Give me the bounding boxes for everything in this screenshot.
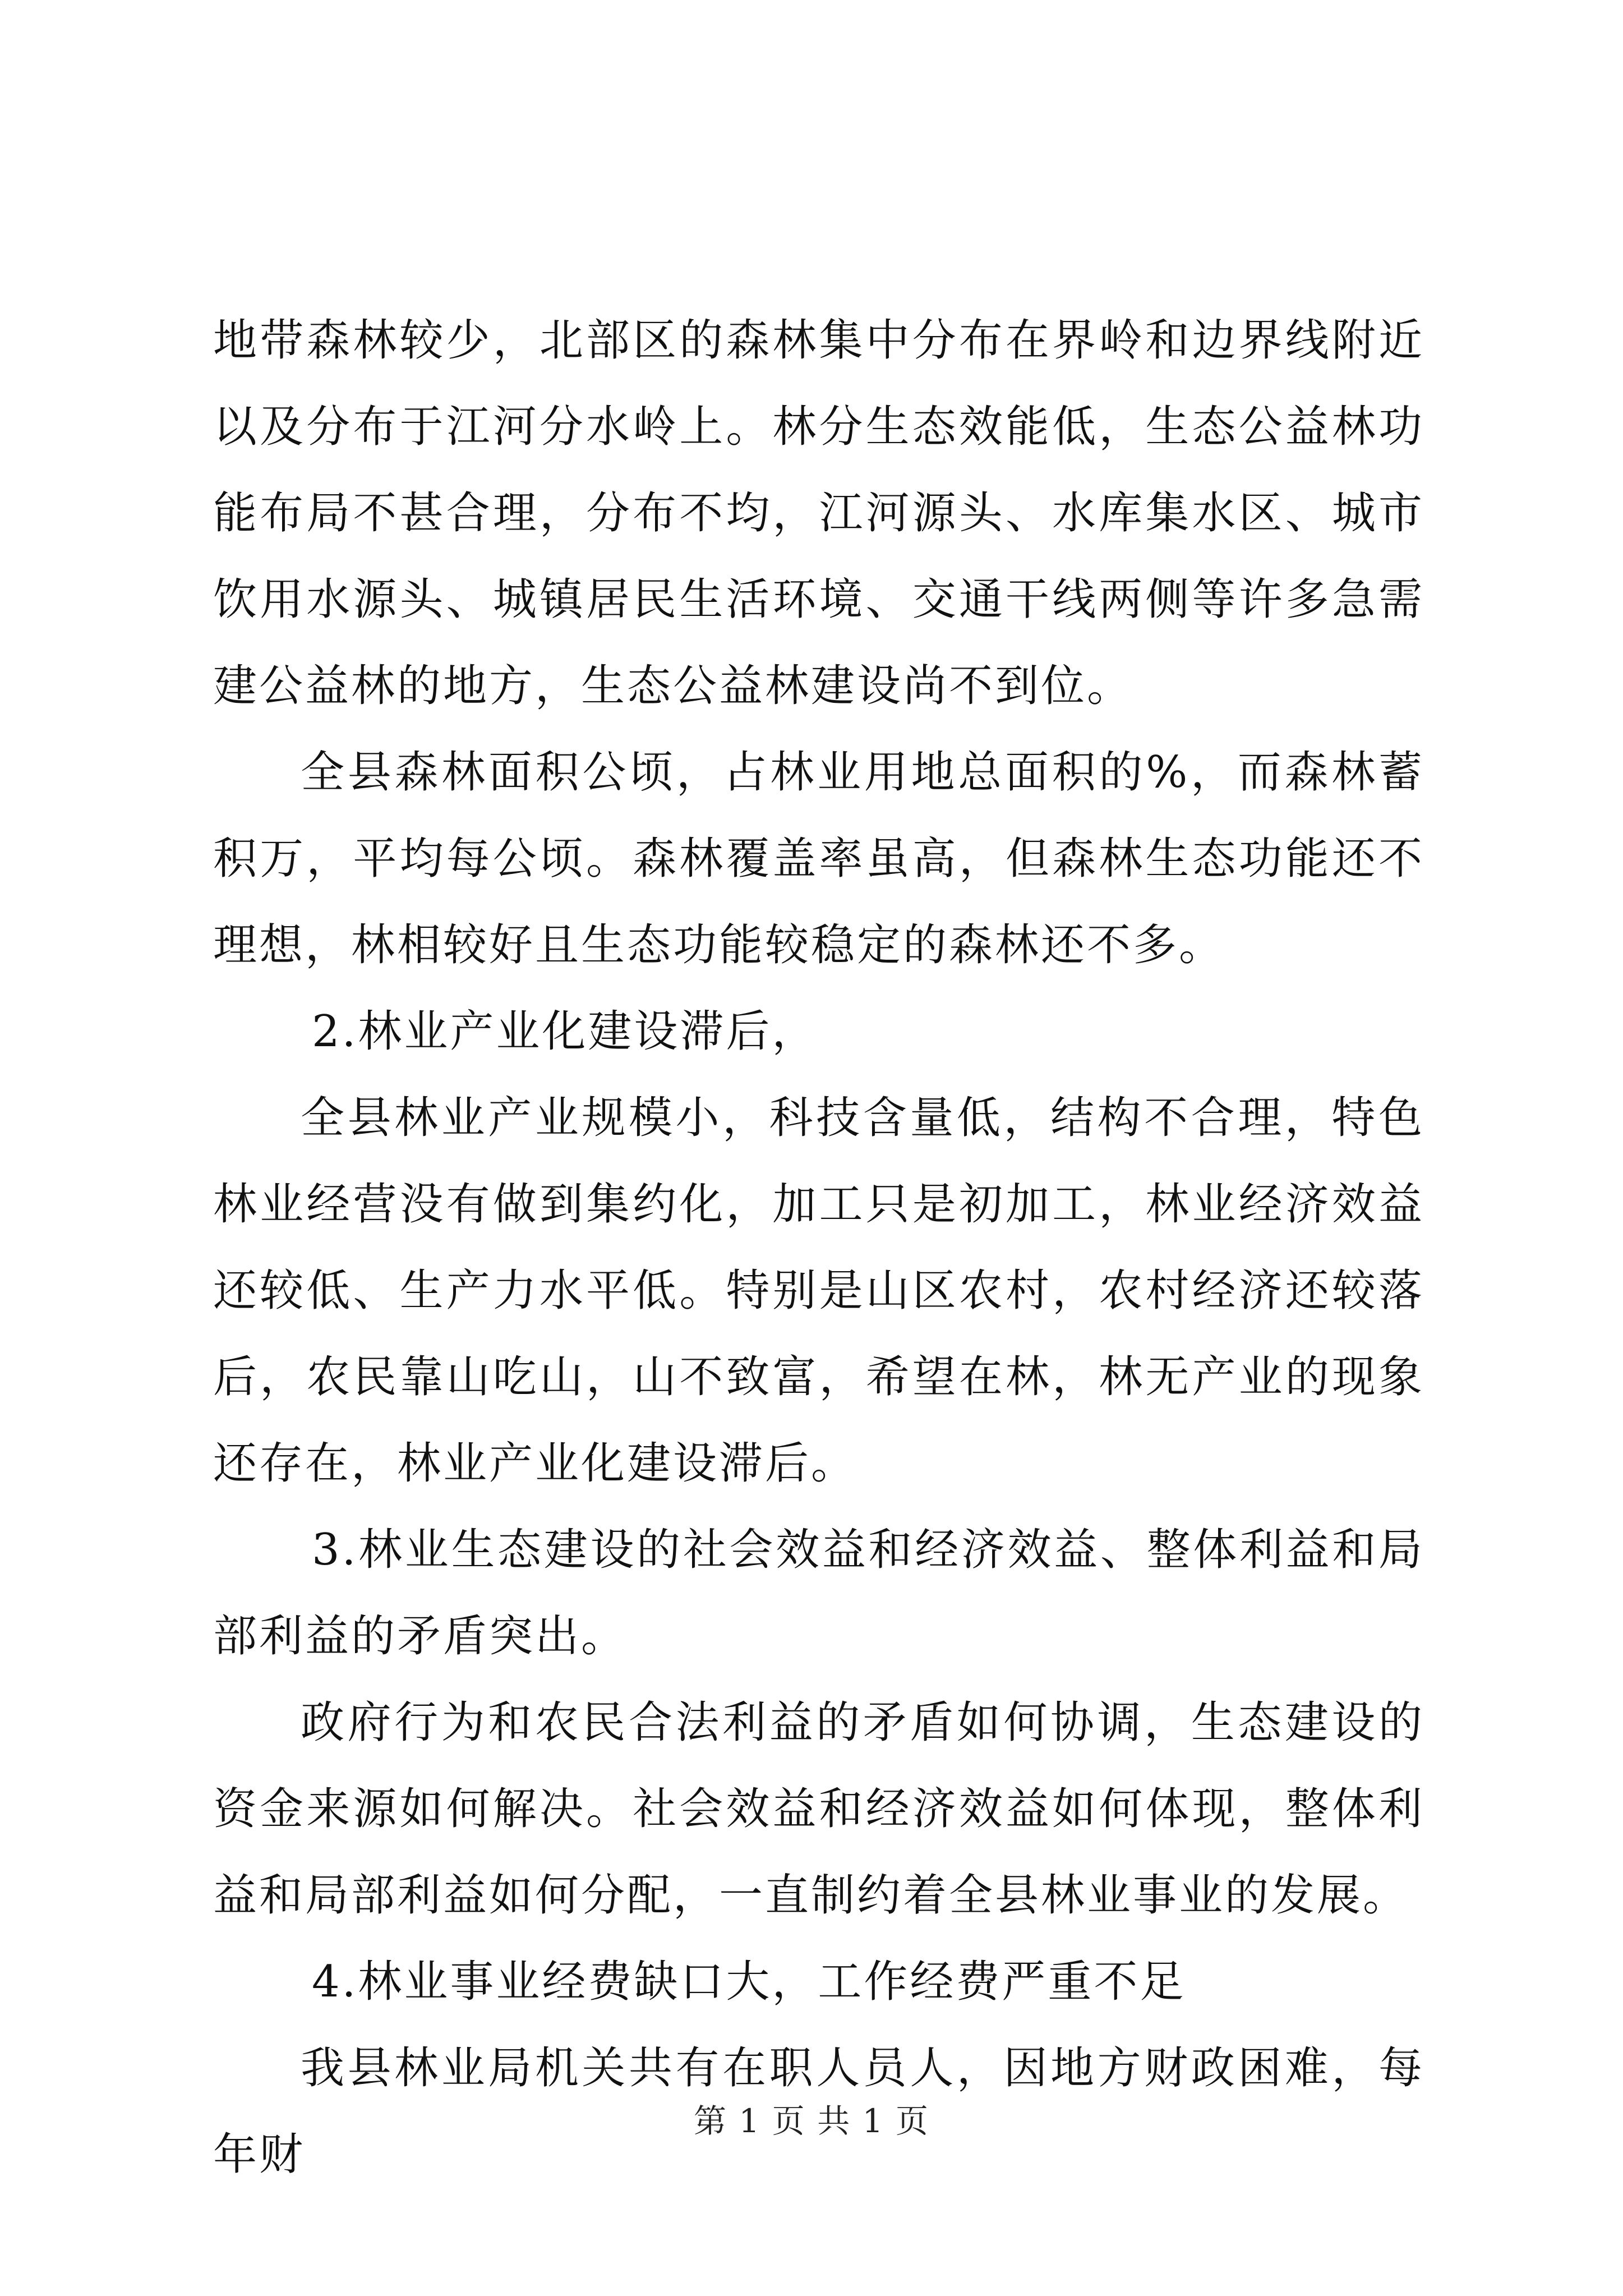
section-heading-3: 3.林业生态建设的社会效益和经济效益、整体利益和局部利益的矛盾突出。 bbox=[213, 1525, 1424, 1662]
page-footer: 第 1 页 共 1 页 bbox=[694, 2102, 929, 2140]
document-body bbox=[213, 297, 1424, 2198]
section-heading-4: 4.林业事业经费缺口大，工作经费严重不足 bbox=[312, 1957, 1186, 2007]
paragraph-benefit-conflict: 政府行为和农民合法利益的矛盾如何协调，生态建设的资金来源如何解决。社会效益和经济效益如何体现，整体利益和局部利益如何分配，一直制约着全县林业事业的发展。 bbox=[213, 1697, 1424, 1921]
paragraph-funding: 我县林业局机关共有在职人员人，因地方财政困难，每年财 bbox=[213, 2043, 1424, 2180]
paragraph-industry: 全县林业产业规模小，科技含量低，结构不合理，特色林业经营没有做到集约化，加工只是初加工，林业经济效益还较低、生产力水平低。特别是山区农村，农村经济还较落后，农民靠山吃山，山不致富，希望在林，林无产业的现象还存在，林业产业化建设滞后。 bbox=[213, 1093, 1424, 1489]
paragraph-continued: 地带森林较少，北部区的森林集中分布在界岭和边界线附近以及分布于江河分水岭上。林分生态效能低，生态公益林功能布局不甚合理，分布不均，江河源头、水库集水区、城市饮用水源头、城镇居民生活环境、交通干线两侧等许多急需建公益林的地方，生态公益林建设尚不到位。 bbox=[213, 315, 1424, 711]
paragraph-forest-area: 全县森林面积公顷，占林业用地总面积的%，而森林蓄积万，平均每公顷。森林覆盖率虽高，但森林生态功能还不理想，林相较好且生态功能较稳定的森林还不多。 bbox=[213, 747, 1424, 970]
section-heading-2: 2.林业产业化建设滞后， bbox=[312, 1006, 818, 1057]
